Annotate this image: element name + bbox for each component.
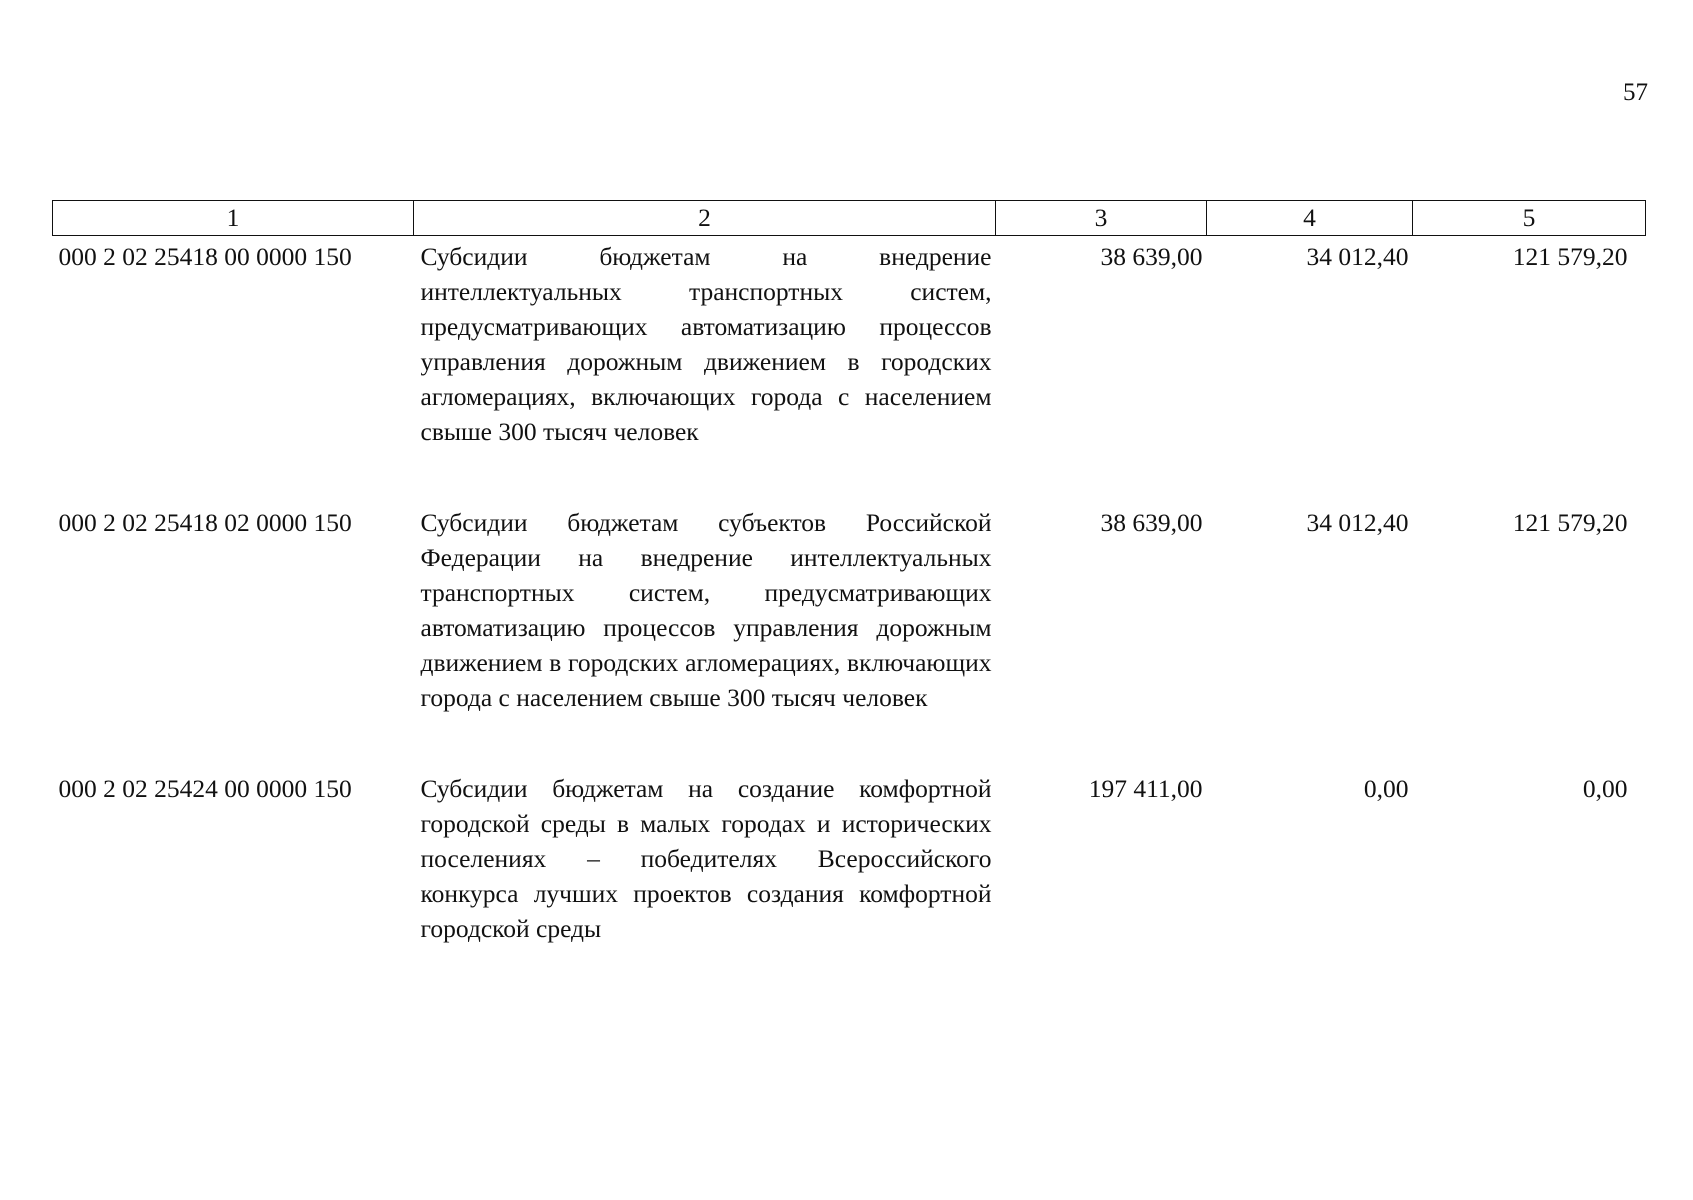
table-row: [53, 771, 1646, 1002]
budget-code: 000 2 02 25424 00 0000 150: [58, 774, 352, 803]
item-name: Субсидии бюджетам субъектов Российской Федерации на внедрение интеллектуальных транспортных систем, предусматривающих автоматизацию процессов управления дорожным движением в городских агломерациях, включающих города с населением свыше 300 тысяч человек: [420, 508, 992, 712]
value-col-3: 197 411,00: [1088, 774, 1203, 803]
value-col-3: 38 639,00: [1100, 508, 1203, 537]
table-header-row: [53, 201, 1646, 236]
header-col-5: 5: [1413, 201, 1646, 236]
header-col-1: 1: [53, 201, 414, 236]
header-col-2: 2: [414, 201, 996, 236]
value-col-4: 34 012,40: [1306, 242, 1409, 271]
header-col-3: 3: [996, 201, 1207, 236]
value-col-3: 38 639,00: [1100, 242, 1203, 271]
item-name: Субсидии бюджетам на создание комфортной городской среды в малых городах и исторических поселениях – победителях Всероссийского конкурса лучших проектов создания комфортной городской среды: [420, 774, 992, 943]
table-row: [53, 505, 1646, 771]
value-col-4: 34 012,40: [1306, 508, 1409, 537]
budget-table: [52, 200, 1646, 1002]
table-row: [53, 236, 1646, 506]
value-col-5: 121 579,20: [1512, 242, 1628, 271]
item-name: Субсидии бюджетам на внедрение интеллектуальных транспортных систем, предусматривающих автоматизацию процессов управления дорожным движением в городских агломерациях, включающих города с населением свыше 300 тысяч человек: [420, 242, 992, 446]
value-col-5: 0,00: [1582, 774, 1628, 803]
page-number: 57: [1623, 79, 1648, 106]
header-col-4: 4: [1207, 201, 1413, 236]
budget-code: 000 2 02 25418 00 0000 150: [58, 242, 352, 271]
budget-code: 000 2 02 25418 02 0000 150: [58, 508, 352, 537]
value-col-4: 0,00: [1363, 774, 1409, 803]
value-col-5: 121 579,20: [1512, 508, 1628, 537]
